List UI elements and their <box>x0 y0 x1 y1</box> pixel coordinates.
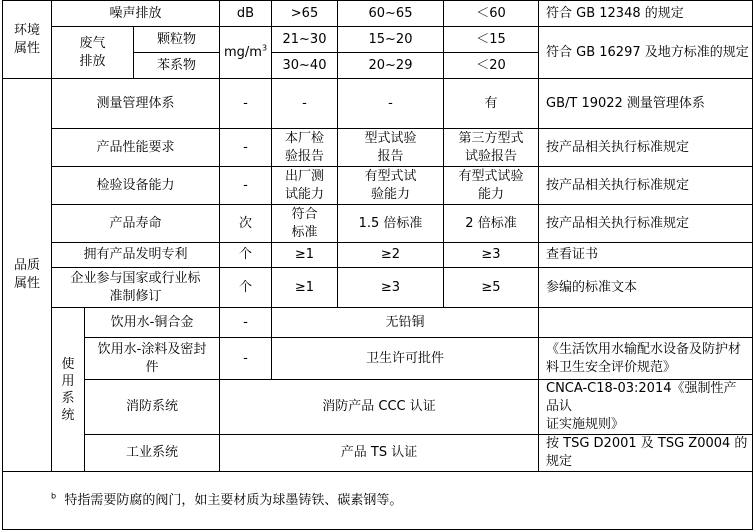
value-cell: ≥3 <box>444 243 539 268</box>
value-cell: 第三方型式 试验报告 <box>444 129 539 167</box>
value-cell: ＜20 <box>444 53 539 79</box>
value-cell: - <box>338 79 444 129</box>
value-cell: ＜60 <box>444 1 539 27</box>
note-cell: 符合 GB 12348 的规定 <box>539 1 753 27</box>
note-cell: 按 TSG D2001 及 TSG Z0004 的规定 <box>539 435 753 472</box>
unit-cell: - <box>220 167 272 205</box>
spec-table <box>2 0 753 530</box>
unit-cell: 个 <box>220 243 272 268</box>
item-cell: 企业参与国家或行业标 准制修订 <box>52 268 220 308</box>
footnote <box>3 472 753 530</box>
item-cell: 产品性能要求 <box>52 129 220 167</box>
value-cell: 21~30 <box>272 27 338 53</box>
note-cell: 查看证书 <box>539 243 753 268</box>
value-cell: 15~20 <box>338 27 444 53</box>
value-cell: ≥3 <box>338 268 444 308</box>
value-cell: 30~40 <box>272 53 338 79</box>
value-cell: ＜15 <box>444 27 539 53</box>
value-cell: 型式试验 报告 <box>338 129 444 167</box>
note-cell: GB/T 19022 测量管理体系 <box>539 79 753 129</box>
value-cell: 有型式试验 能力 <box>444 167 539 205</box>
note-cell: 按产品相关执行标准规定 <box>539 129 753 167</box>
item-cell: 测量管理体系 <box>52 79 220 129</box>
value-cell: 有型式试 验能力 <box>338 167 444 205</box>
value-cell: >65 <box>272 1 338 27</box>
value-span-cell: 产品 TS 认证 <box>220 435 539 472</box>
group-env: 环境 属性 <box>3 1 52 79</box>
value-cell: 本厂检 验报告 <box>272 129 338 167</box>
item-benzene: 苯系物 <box>134 53 220 79</box>
value-cell: 20~29 <box>338 53 444 79</box>
value-cell: 2 倍标准 <box>444 205 539 243</box>
unit-cell: $mg/m^3$ <box>220 27 272 79</box>
value-cell: ≥1 <box>272 243 338 268</box>
note-cell: CNCA-C18-03:2014《强制性产品认 证实施规则》 <box>539 380 753 435</box>
subgroup-usage: 使 用 系 统 <box>52 308 85 472</box>
unit-cell: - <box>220 308 272 338</box>
note-cell: 按产品相关执行标准规定 <box>539 167 753 205</box>
value-span-cell: 消防产品 CCC 认证 <box>220 380 539 435</box>
subgroup-exhaust: 废气 排放 <box>52 27 134 79</box>
note-cell: 《生活饮用水输配水设备及防护材 料卫生安全评价规范》 <box>539 338 753 380</box>
unit-cell: dB <box>220 1 272 27</box>
value-cell: 有 <box>444 79 539 129</box>
item-particulate: 颗粒物 <box>134 27 220 53</box>
item-cell: 饮用水-铜合金 <box>85 308 220 338</box>
value-cell: - <box>272 79 338 129</box>
unit-cell: - <box>220 338 272 380</box>
note-cell: 按产品相关执行标准规定 <box>539 205 753 243</box>
value-cell: 符合 标准 <box>272 205 338 243</box>
item-cell: 工业系统 <box>85 435 220 472</box>
item-cell: 检验设备能力 <box>52 167 220 205</box>
footnote-mark: b <box>51 491 57 501</box>
value-cell: 1.5 倍标准 <box>338 205 444 243</box>
item-cell: 拥有产品发明专利 <box>52 243 220 268</box>
unit-cell: 次 <box>220 205 272 243</box>
note-cell: 符合 GB 16297 及地方标准的规定 <box>539 27 753 79</box>
item-cell: 产品寿命 <box>52 205 220 243</box>
footnote-text: 特指需要防腐的阀门，如主要材质为球墨铸铁、碳素钢等。 <box>64 492 403 508</box>
item-cell: 饮用水-涂料及密封 件 <box>85 338 220 380</box>
note-cell <box>539 308 753 338</box>
item-noise: 噪声排放 <box>52 1 220 27</box>
value-span-cell: 无铅铜 <box>272 308 539 338</box>
value-cell: 60~65 <box>338 1 444 27</box>
value-cell: ≥2 <box>338 243 444 268</box>
unit-cell: - <box>220 129 272 167</box>
value-cell: 出厂测 试能力 <box>272 167 338 205</box>
group-quality: 品质 属性 <box>3 79 52 472</box>
item-cell: 消防系统 <box>85 380 220 435</box>
unit-cell: 个 <box>220 268 272 308</box>
note-cell: 参编的标准文本 <box>539 268 753 308</box>
value-span-cell: 卫生许可批件 <box>272 338 539 380</box>
value-cell: ≥1 <box>272 268 338 308</box>
value-cell: ≥5 <box>444 268 539 308</box>
unit-cell: - <box>220 79 272 129</box>
